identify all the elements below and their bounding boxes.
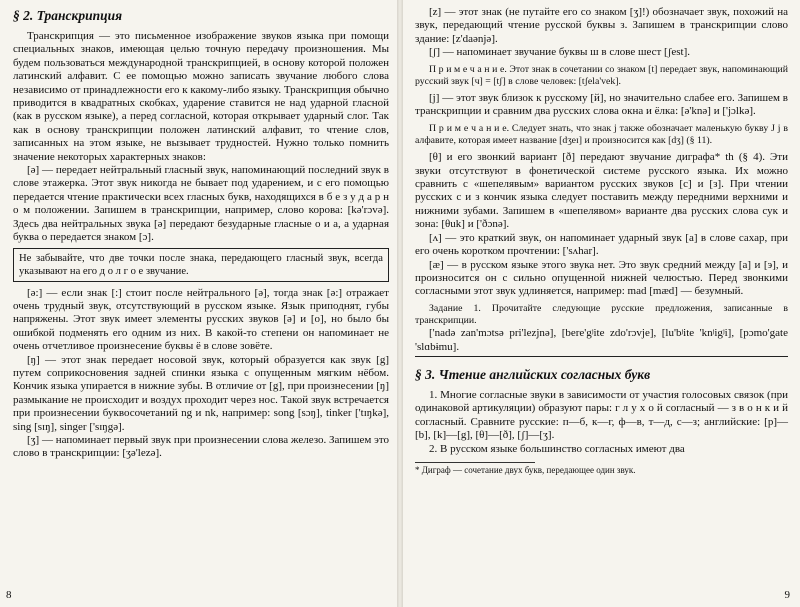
paragraph: [ŋ] — этот знак передает носовой звук, который образуется как звук [g] путем соприкосновения задней спинки языка с опущенным мягким нёбом. Кончик языка упирается в нижние зубы. В отличие от [g], при произнесении [ŋ] размыкание не происходит и воздух проходит через нос. Такой звук встречается при произнесении буквосочетаний ng и nk, например: song [sɔŋ], tinker ['tɪŋkə], sing [sɪŋ], singer ['sɪŋgə]. [13,353,389,433]
paragraph: Транскрипция — это письменное изображение звуков языка при помощи специальных знаков, имеющая целью точную передачу произношения. Мы будем пользоваться международной транскрипцией, в основу которой положен латинский алфавит. С ее помощью можно записать звучание любого слова независимо от принадлежности его к какому-либо языку. Транскрипция обычно приводится в квадратных скобках, ударение ставится не над ударной гласной (как в русском языке), а перед согласной, которая открывает ударный слог. Так как в основу транскрипции положен латинский алфавит, то чтение слов, записанных на этом языке, не вызывает трудностей. Нужно только помнить значение некоторых характерных знаков: [13,30,389,163]
note: П р и м е ч а н и е. Этот знак в сочетании со знаком [t] передает звук, напоминающий русский звук [ч] = [tʃ] в слове человек: [tʃela'vek]. [415,63,788,87]
paragraph: [ə:] — если знак [:] стоит после нейтрального [ə], тогда знак [ə:] отражает очень трудный звук, отсутствующий в русском языке. Язык приподнят, губы напряжены. Этот звук имеет элементы русских звуков [ə] и [о], но было бы ошибкой подменять его одним из них. В какой-то степени он напоминает не очень отчетливое произнесение буквы ё в слове зовёте. [13,286,389,353]
footnote: * Диграф — сочетание двух букв, передающее один звук. [415,464,636,475]
paragraph: [ʃ] — напоминает звучание буквы ш в слове шест [ʃest]. [429,46,691,59]
paragraph: [ə] — передает нейтральный гласный звук, напоминающий последний звук в слове этажерка. Этот звук никогда не бывает под ударением, и с его помощью передается чтение практически всех гласных букв, находящихся в б е з у д а р н о м положении. Запишем в транскрипции, например, слово корова: [kə'rɔvə]. Здесь два нейтральных звука [ə] передают безударные гласные о и а, а ударная буква о передается знаком [ɔ]. [13,164,389,244]
footnote-rule [415,462,535,463]
left-page [0,0,397,607]
paragraph: [æ] — в русском языке этого звука нет. Это звук средний между [а] и [э], и произносится он с сильно опущенной нижней челюстью. Перед звонкими согласными этот звук удлиняется, например: mad [mæd] — безумный. [415,258,788,298]
section-divider [415,356,788,357]
paragraph: [z] — этот знак (не путайте его со знаком [ʒ]!) обозначает звук, похожий на звук, передающий чтение русской буквы з. Запишем в транскрипции слово здание: [z'daənjə]. [415,6,788,45]
right-page [403,0,800,607]
paragraph: [θ] и его звонкий вариант [ð] передают звучание диграфа* th (§ 4). Эти звуки отсутствуют в фонетической системе русского языка. Их можно сравнить с «шепелявым» вариантом русских звуков [с] и [з]. При чтении русских с и з кончик языка следует поставить между передними верхними и нижними зубами. Запишем в «шепелявом» варианте два русских слова сук и зона: [θuk] и ['ðɔnə]. [415,151,788,231]
paragraph: 1. Многие согласные звуки в зависимости от участия голосовых связок (при одинаковой артикуляции) образуют пары: г л у х о й согласный — з в о н к и й согласный. Сравните русские: п—б, к—г, ф—в, т—д, с—з; английские: [p]—[b], [k]—[g], [θ]—[ð], [ʃ]—[ʒ]. [415,388,788,442]
paragraph: [j] — этот звук близок к русскому [й], но значительно слабее его. Запишем в транскрипции и сравним два русских слова окна и ёлка: [ə'knə] и ['jɔlkə]. [415,92,788,118]
paragraph: [ʒ] — напоминает первый звук при произнесении слова железо. Запишем это слово в транскрипции: [ʒə'lezə]. [13,433,389,460]
page-number-right: 9 [784,589,790,601]
paragraph: 2. В русском языке большинство согласных имеют два [429,442,685,455]
exercise-heading: Задание 1. Прочитайте следующие русские предложения, записанные в транскрипции. [415,302,788,326]
section-title-consonants: § 3. Чтение английских согласных букв [415,366,651,382]
paragraph: [ʌ] — это краткий звук, он напоминает ударный звук [а] в слове сахар, при его очень коротком прочтении: ['sʌhar]. [415,231,788,258]
exercise-transcription: ['nadə zan'mɔtsə pri'lezjnə], [bere'gʲite zdo'rɔvje], [lu'bʲite 'knʲigʲi], [pɔmo'gate 'slɑbɨmu]. [415,327,788,353]
page-number-left: 8 [6,589,12,601]
note: П р и м е ч а н и е. Следует знать, что знак j также обозначает маленькую букву J j в алфавите, которая имеет название [dʒeɪ] и произносится как [dʒ] (§ 11). [415,122,788,147]
section-title-transcription: § 2. Транскрипция [13,8,123,23]
boxed-note: Не забывайте, что две точки после знака, передающего гласный звук, всегда указывают на его д о л г о е звучание. [13,248,389,282]
